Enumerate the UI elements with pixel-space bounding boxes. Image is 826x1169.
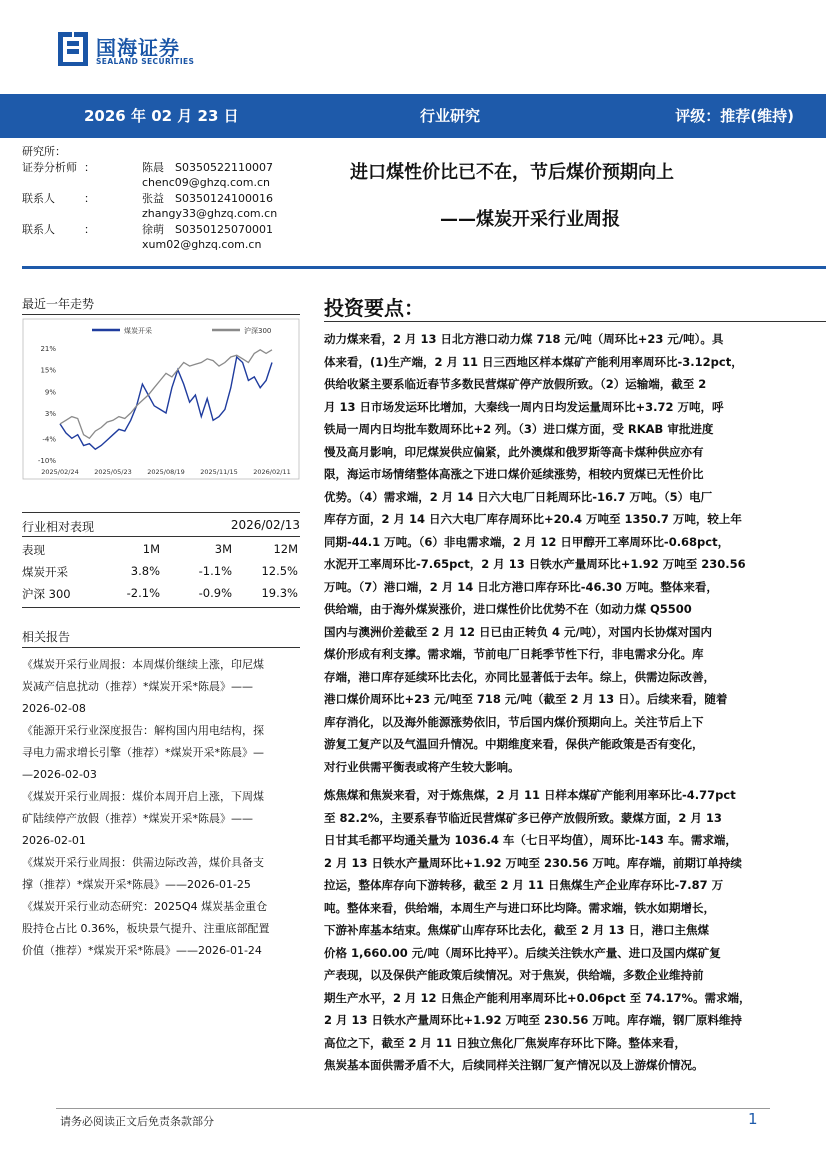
- y-tick-label: 9%: [44, 388, 56, 397]
- performance-bottom-divider: [22, 607, 300, 608]
- report-link-line[interactable]: 2026-02-01: [22, 834, 86, 847]
- contact-value: 徐萌 S0350125070001: [142, 222, 273, 236]
- paragraph-line: 库存消化，以及海外能源涨势依旧，节后国内煤价预期向上。关注节后上下: [324, 714, 704, 729]
- contact-colon: ：: [84, 222, 95, 236]
- report-link-line[interactable]: 矿陆续停产放假（推荐）*煤炭开采*陈晨》——: [22, 812, 253, 825]
- table-cell: -1.1%: [198, 564, 232, 578]
- table-header: 3M: [214, 542, 232, 556]
- paragraph-line: 产表现，以及保供产能政策后续情况。对于焦炭，供给端，多数企业维持前: [324, 968, 704, 982]
- paragraph-line: 2 月 13 日铁水产量周环比+1.92 万吨至 230.56 万吨。库存端，钢厂原料维持: [324, 1013, 742, 1027]
- performance-section-title: 行业相对表现: [22, 520, 95, 534]
- contact-email[interactable]: zhangy33@ghzq.com.cn: [142, 207, 278, 220]
- brand-name-cn: 国海证券: [96, 36, 180, 60]
- paragraph-line: 同期-44.1 万吨。（6）非电需求端，2 月 12 日甲醇开工率周环比-0.68pct，: [324, 534, 730, 549]
- contact-email[interactable]: xum02@ghzq.com.cn: [142, 238, 262, 251]
- paragraph-line: 拉运，整体库存向下游转移，截至 2 月 11 日焦煤生产企业库存环比-7.87 万: [324, 878, 724, 892]
- paragraph-line: 供给收紧主要系临近春节多数民营煤矿停产放假所致。（2）运输端，截至 2: [324, 377, 707, 391]
- report-link-line[interactable]: 股持仓占比 0.36%，板块景气提升、注重底部配置: [22, 922, 270, 935]
- paragraph-line: 国内与澳洲价差截至 2 月 12 日已由正转负 4 元/吨），对国内长协煤对国内: [324, 624, 712, 639]
- table-cell: 煤炭开采: [22, 565, 68, 579]
- table-cell: 沪深 300: [22, 587, 71, 601]
- performance-table: [22, 539, 300, 605]
- brand-name-en: SEALAND SECURITIES: [96, 57, 195, 66]
- paragraph-line: 优势。（4）需求端，2 月 14 日六大电厂日耗周环比-16.7 万吨。（5）电厂: [324, 489, 713, 504]
- report-date: 2026 年 02 月 23 日: [84, 107, 239, 125]
- y-tick-label: 3%: [44, 410, 56, 419]
- table-header-row: [22, 539, 300, 561]
- paragraph-line: 铁局一周内日均批车数周环比+2 列。（3）进口煤方面，受 RKAB 审批进度: [324, 422, 714, 436]
- paragraph-line: 水泥开工率周环比-7.65pct，2 月 13 日铁水产量周环比+1.92 万吨至 230.56: [324, 557, 746, 571]
- paragraph-line: 限，海运市场情绪整体高涨之下进口煤价延续涨势，相较内贸煤已无性价比: [324, 467, 704, 481]
- paragraph-line: 煤价形成有利支撑。需求端，节前电厂日耗季节性下行，非电需求分化。库: [324, 647, 704, 661]
- report-link-line[interactable]: 《煤炭开采行业周报：本周煤价继续上涨，印尼煤: [22, 658, 264, 671]
- paragraph-line: 高位之下，截至 2 月 11 日独立焦化厂焦炭库存环比下降。整体来看，: [324, 1035, 687, 1050]
- analyst-email[interactable]: chenc09@ghzq.com.cn: [142, 176, 271, 189]
- paragraph-line: 炼焦煤和焦炭来看，对于炼焦煤，2 月 11 日样本煤矿产能利用率环比-4.77pct: [324, 788, 736, 802]
- analyst-colon: ：: [84, 160, 95, 174]
- sealand-logo-icon: [56, 30, 90, 68]
- analyst-block: [22, 144, 312, 253]
- report-link-line[interactable]: 《煤炭开采行业周报：煤价本周开启上涨，下周煤: [22, 790, 264, 803]
- paragraph-line: 下游补库基本结束。焦煤矿山库存环比去化，截至 2 月 13 日，港口主焦煤: [324, 923, 710, 937]
- paragraph-line: 吨。整体来看，供给端，本周生产与进口环比均降。需求端，铁水如期增长，: [324, 900, 715, 915]
- trend-section-title: 最近一年走势: [22, 297, 95, 311]
- y-tick-label: 15%: [40, 366, 56, 375]
- footer-disclaimer: 请务必阅读正文后免责条款部分: [60, 1115, 214, 1128]
- contact-value: 张益 S0350124100016: [142, 191, 273, 205]
- table-row: [22, 583, 300, 605]
- legend-label: 煤炭开采: [124, 327, 152, 335]
- contact-label: 联系人: [22, 191, 55, 205]
- company-logo: [56, 30, 276, 74]
- header-divider: [22, 266, 826, 269]
- y-tick-label: -4%: [42, 435, 56, 444]
- table-cell: -2.1%: [126, 586, 160, 600]
- trend-line-chart: [22, 318, 300, 480]
- reports-section-title: 相关报告: [22, 630, 71, 644]
- performance-divider: [22, 536, 300, 537]
- paragraph-line: 日甘其毛都平均通关量为 1036.4 车（七日平均值），周环比-143 车。需求端，: [324, 833, 737, 847]
- paragraph-line: 港口煤价周环比+23 元/吨至 718 元/吨（截至 2 月 13 日）。后续来看，随着: [324, 692, 728, 706]
- y-tick-label: -10%: [37, 457, 56, 465]
- footer-divider: [56, 1108, 770, 1109]
- x-tick-label: 2025/08/19: [147, 468, 185, 476]
- paragraph-line: 万吨。（7）港口端，2 月 14 日北方港口库存环比-46.30 万吨。整体来看，: [324, 579, 718, 594]
- report-subtitle: ——煤炭开采行业周报: [440, 209, 620, 230]
- performance-date: 2026/02/13: [230, 518, 300, 532]
- report-link-line[interactable]: 炭减产信息扰动（推荐）*煤炭开采*陈晨》——: [22, 680, 253, 693]
- y-tick-label: 21%: [40, 345, 56, 353]
- report-link-line[interactable]: 2026-02-08: [22, 702, 86, 715]
- coking-coal-paragraph: [324, 784, 792, 1077]
- paragraph-line: 至 82.2%，主要系春节临近民营煤矿多已停产放假所致。蒙煤方面，2 月 13: [324, 810, 722, 825]
- key-points-title: 投资要点：: [324, 296, 424, 320]
- legend-label: 沪深300: [244, 327, 272, 335]
- paragraph-line: 价格 1,660.00 元/吨（周环比持平）。后续关注铁水产量、进口及国内煤矿复: [324, 945, 721, 960]
- chart-frame: [23, 319, 299, 479]
- page-number: 1: [748, 1110, 758, 1128]
- reports-divider: [22, 647, 300, 648]
- paragraph-line: 焦炭基本面供需矛盾不大，后续同样关注钢厂复产情况以及上游煤价情况。: [324, 1058, 704, 1072]
- report-link-line[interactable]: 寻电力需求增长引擎（推荐）*煤炭开采*陈晨》—: [22, 746, 264, 759]
- report-link-line[interactable]: 《煤炭开采行业动态研究：2025Q4 煤炭基金重仓: [22, 900, 268, 913]
- x-tick-label: 2025/11/15: [200, 468, 238, 476]
- table-cell: 3.8%: [130, 564, 160, 578]
- report-title: 进口煤性价比已不在，节后煤价预期向上: [350, 162, 674, 183]
- trend-divider: [22, 314, 300, 315]
- report-link-line[interactable]: 《煤炭开采行业周报：供需边际改善，煤价具备支: [22, 856, 264, 869]
- table-row: [22, 561, 300, 583]
- table-header: 1M: [142, 542, 160, 556]
- paragraph-line: 体来看，(1)生产端，2 月 11 日三西地区样本煤矿产能利用率周环比-3.12pct，: [324, 354, 743, 369]
- report-type: 行业研究: [420, 107, 481, 125]
- table-cell: 12.5%: [261, 564, 298, 578]
- x-tick-label: 2026/02/11: [253, 468, 291, 476]
- related-reports-list: [22, 654, 300, 962]
- contact-colon: ：: [84, 191, 95, 205]
- table-header: 12M: [273, 542, 298, 556]
- paragraph-line: 2 月 13 日铁水产量周环比+1.92 万吨至 230.56 万吨。库存端，前期订单持续: [324, 855, 742, 870]
- paragraph-line: 动力煤来看，2 月 13 日北方港口动力煤 718 元/吨（周环比+23 元/吨）。具: [324, 332, 724, 346]
- analyst-value: 陈晨 S0350522110007: [142, 160, 273, 174]
- paragraph-line: 慢及高月影响，印尼煤炭供应偏紧，此外澳煤和俄罗斯等高卡煤种供应亦有: [324, 444, 704, 459]
- x-tick-label: 2025/05/23: [94, 468, 132, 476]
- header-band: [0, 94, 826, 138]
- table-header: 表现: [22, 543, 45, 557]
- paragraph-line: 期生产水平，2 月 12 日焦企产能利用率周环比+0.06pct 至 74.17%。需求端，: [324, 990, 751, 1005]
- analyst-label: 证券分析师: [22, 160, 77, 174]
- contact-label: 联系人: [22, 222, 55, 236]
- paragraph-line: 对行业供需平衡表或将产生较大影响。: [324, 759, 520, 774]
- paragraph-line: 供给端，由于海外煤炭涨价，进口煤性价比优势不在（如动力煤 Q5500: [324, 602, 692, 616]
- key-points-divider: [324, 321, 826, 322]
- rating: 评级：推荐(维持): [675, 107, 794, 125]
- report-link-line[interactable]: 价值（推荐）*煤炭开采*陈晨》——2026-01-24: [22, 944, 262, 957]
- report-link-line[interactable]: 《能源开采行业深度报告：解构国内用电结构，探: [22, 724, 264, 737]
- paragraph-line: 存端，港口库存延续环比去化，亦同比显著低于去年。综上，供需边际改善，: [324, 669, 715, 684]
- research-label: 研究所：: [22, 145, 66, 158]
- series-line-csi300: [60, 350, 272, 439]
- paragraph-line: 库存方面，2 月 14 日六大电厂库存周环比+20.4 万吨至 1350.7 万吨，较上年: [324, 512, 742, 526]
- paragraph-line: 月 13 日市场发运环比增加，大秦线一周内日均发运量周环比+3.72 万吨，呼: [324, 399, 724, 414]
- chart-bottom-divider: [22, 512, 300, 513]
- x-tick-label: 2025/02/24: [41, 468, 79, 476]
- table-cell: 19.3%: [261, 586, 298, 600]
- table-cell: -0.9%: [198, 586, 232, 600]
- report-link-line[interactable]: —2026-02-03: [22, 768, 97, 781]
- report-link-line[interactable]: 撑（推荐）*煤炭开采*陈晨》——2026-01-25: [22, 878, 251, 891]
- paragraph-line: 游复工复产以及气温回升情况。中期维度来看，保供产能政策是否有变化，: [324, 737, 704, 751]
- thermal-coal-paragraph: [324, 328, 792, 778]
